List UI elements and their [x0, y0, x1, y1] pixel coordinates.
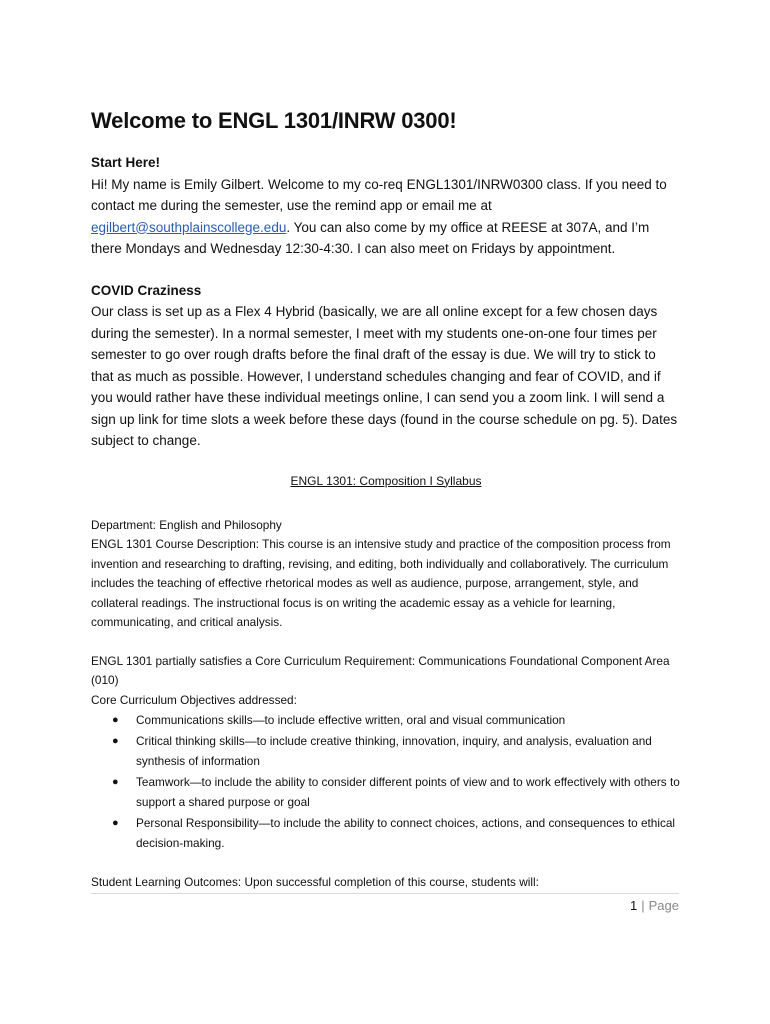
list-item [91, 710, 681, 731]
list-item [91, 772, 681, 813]
page-number: 1 [630, 898, 638, 913]
footer-separator: | [641, 898, 645, 913]
learning-outcomes: Student Learning Outcomes: Upon successful completion of this course, students will: [91, 874, 539, 889]
syllabus-title: ENGL 1301: Composition I Syllabus [290, 473, 482, 488]
course-description: ENGL 1301 Course Description: This course is an intensive study and practice of the composition process from invention and researching to drafting, revising, and editing, both individually and collaboratively. The curriculum includes the teaching of effective rhetorical modes as well as audience, purpose, arrangement, style, and collateral readings. The instructional focus is on writing the academic essay as a vehicle for learning, communicating, and critical analysis. [91, 537, 671, 629]
bullet-icon: ● [112, 816, 119, 829]
objective-text: Teamwork—to include the ability to consider different points of view and to work effectively with others to support a shared purpose or goal [136, 774, 680, 809]
list-item [91, 731, 681, 772]
objective-text: Personal Responsibility—to include the ability to connect choices, actions, and consequences to ethical decision-making. [136, 815, 676, 850]
core-requirement: ENGL 1301 partially satisfies a Core Curriculum Requirement: Communications Foundational Component Area (010) [91, 653, 670, 687]
start-paragraph [91, 174, 681, 260]
bullet-icon: ● [112, 775, 119, 788]
objectives-heading: Core Curriculum Objectives addressed: [91, 692, 297, 707]
objective-text: Communications skills—to include effective written, oral and visual communication [136, 713, 566, 727]
page-label: Page [648, 898, 679, 913]
objective-text: Critical thinking skills—to include creative thinking, innovation, inquiry, and analysis, evaluation and synthesis of information [136, 733, 652, 768]
covid-paragraph: Our class is set up as a Flex 4 Hybrid (basically, we are all online except for a few chosen days during the semester). In a normal semester, I meet with my students one-on-one four times per semester to go over rough drafts before the final draft of the essay is due. We will try to stick to that as much as possible. However, I understand schedules changing and fear of COVID, and if you would rather have these individual meetings online, I can send you a zoom link. I will send a sign up link for time slots a week before these days (found in the course schedule on pg. 5). Dates subject to change. [91, 304, 678, 448]
department-line: Department: English and Philosophy [91, 517, 282, 532]
page-content [91, 108, 681, 892]
list-item [91, 813, 681, 854]
page-footer [91, 893, 679, 913]
start-text-2: . You can also come by my office at REESE at 307A, and I’m there Mondays and Wednesday 12:30-4:30. I can also meet on Fridays by appointment. [91, 219, 650, 256]
email-link[interactable]: egilbert@southplainscollege.edu [91, 219, 287, 235]
objectives-list [91, 710, 681, 854]
page-title: Welcome to ENGL 1301/INRW 0300! [91, 108, 457, 133]
bullet-icon: ● [112, 734, 119, 747]
start-heading: Start Here! [91, 155, 161, 170]
start-text-1: Hi! My name is Emily Gilbert. Welcome to my co-req ENGL1301/INRW0300 class. If you need to contact me during the semester, use the remind app or email me at [91, 176, 667, 213]
bullet-icon: ● [112, 714, 119, 726]
covid-heading: COVID Craziness [91, 282, 202, 298]
